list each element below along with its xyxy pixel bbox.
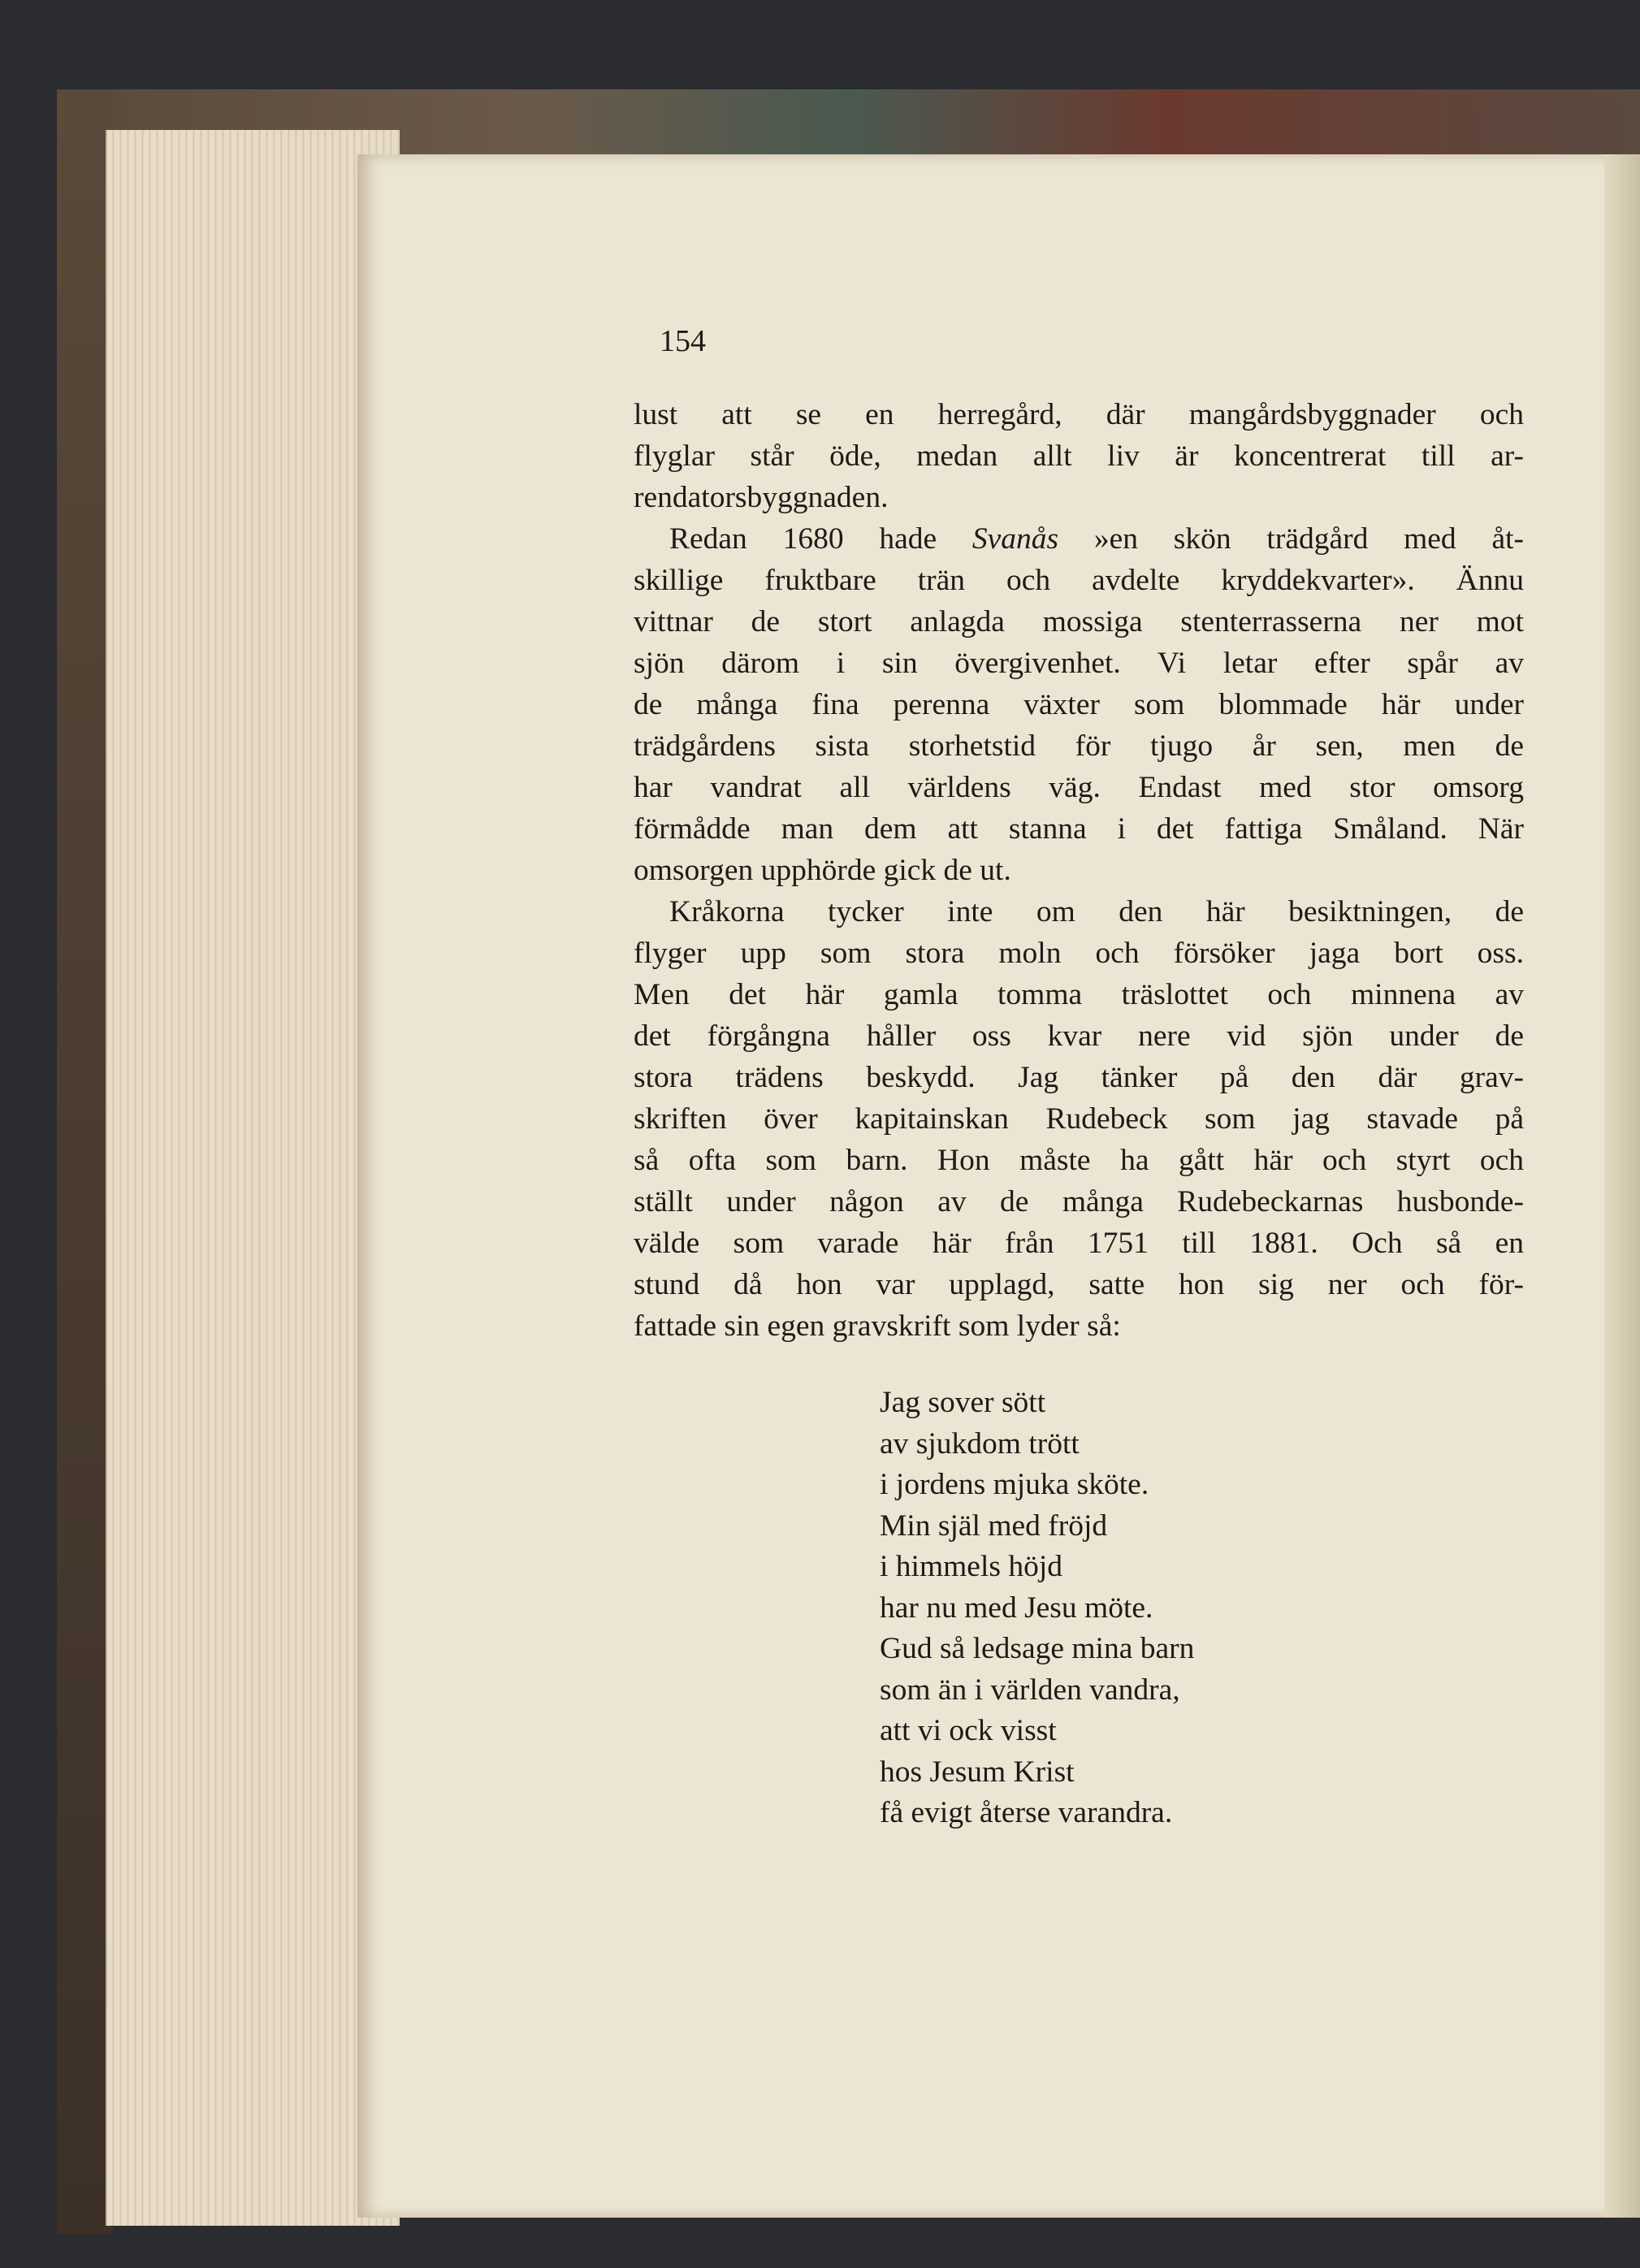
text-line: flyger upp som stora moln och försöker jaga bort oss. [634,937,1524,970]
paragraph-3 [634,891,1524,1347]
text-line: ställt under någon av de många Rudebeckarnas husbonde- [634,1185,1524,1218]
text-line: stora trädens beskydd. Jag tänker på den där grav- [634,1061,1524,1094]
text-line: flyglar står öde, medan allt liv är koncentrerat till ar- [634,439,1524,473]
text-line: fattade sin egen gravskrift som lyder så: [634,1309,1121,1343]
text-line: Kråkorna tycker inte om den här besiktningen, de [669,895,1524,928]
text-line: har vandrat all världens väg. Endast med stor omsorg [634,771,1524,804]
text-line: rendatorsbyggnaden. [634,481,889,514]
body-text [634,394,1524,1347]
text-line: det förgångna håller oss kvar nere vid sjön under de [634,1019,1524,1053]
poem-line: har nu med Jesu möte. [880,1591,1153,1625]
text-line: skriften över kapitainskan Rudebeck som jag stavade på [634,1102,1524,1136]
poem-line: få evigt återse varandra. [880,1796,1173,1829]
page-number: 154 [660,324,706,358]
text-line: lust att se en herregård, där mangårdsbyggnader och [634,398,1524,431]
text-line: de många fina perenna växter som blommade här under [634,688,1524,721]
text-line: förmådde man dem att stanna i det fattiga Småland. När [634,812,1524,846]
text-line: Men det här gamla tomma träslottet och minnena av [634,978,1524,1011]
poem-line: hos Jesum Krist [880,1755,1075,1789]
paragraph-2 [634,518,1524,891]
text-line: vittnar de stort anlagda mossiga stenterrasserna ner mot [634,605,1524,638]
text-line: omsorgen upphörde gick de ut. [634,854,1011,887]
text-line: trädgårdens sista storhetstid för tjugo år sen, men de [634,729,1524,763]
paragraph-1 [634,394,1524,518]
text-line: välde som varade här från 1751 till 1881. Och så en [634,1227,1524,1260]
page-edges [106,130,400,2226]
poem-line: Min själ med fröjd [880,1508,1108,1543]
text-line: stund då hon var upplagd, satte hon sig ner och för- [634,1268,1524,1301]
poem-line: Gud så ledsage mina barn [880,1632,1195,1665]
text-line: Redan 1680 hade Svanås »en skön trädgård med åt- [669,522,1524,556]
poem-line: i himmels höjd [880,1550,1062,1583]
text-line: sjön därom i sin övergivenhet. Vi letar efter spår av [634,647,1524,680]
page-gutter [1604,154,1640,2218]
text-line: så ofta som barn. Hon måste ha gått här och styrt och [634,1144,1524,1177]
poem-line: Jag sover sött [880,1386,1046,1419]
epitaph-poem [880,1383,1194,1834]
poem-line: i jordens mjuka sköte. [880,1468,1149,1501]
poem-line: som än i världen vandra, [880,1673,1180,1707]
text-line: skillige fruktbare trän och avdelte kryddekvarter». Ännu [634,564,1524,597]
poem-line: att vi ock visst [880,1714,1057,1747]
poem-line: av sjukdom trött [880,1426,1080,1461]
